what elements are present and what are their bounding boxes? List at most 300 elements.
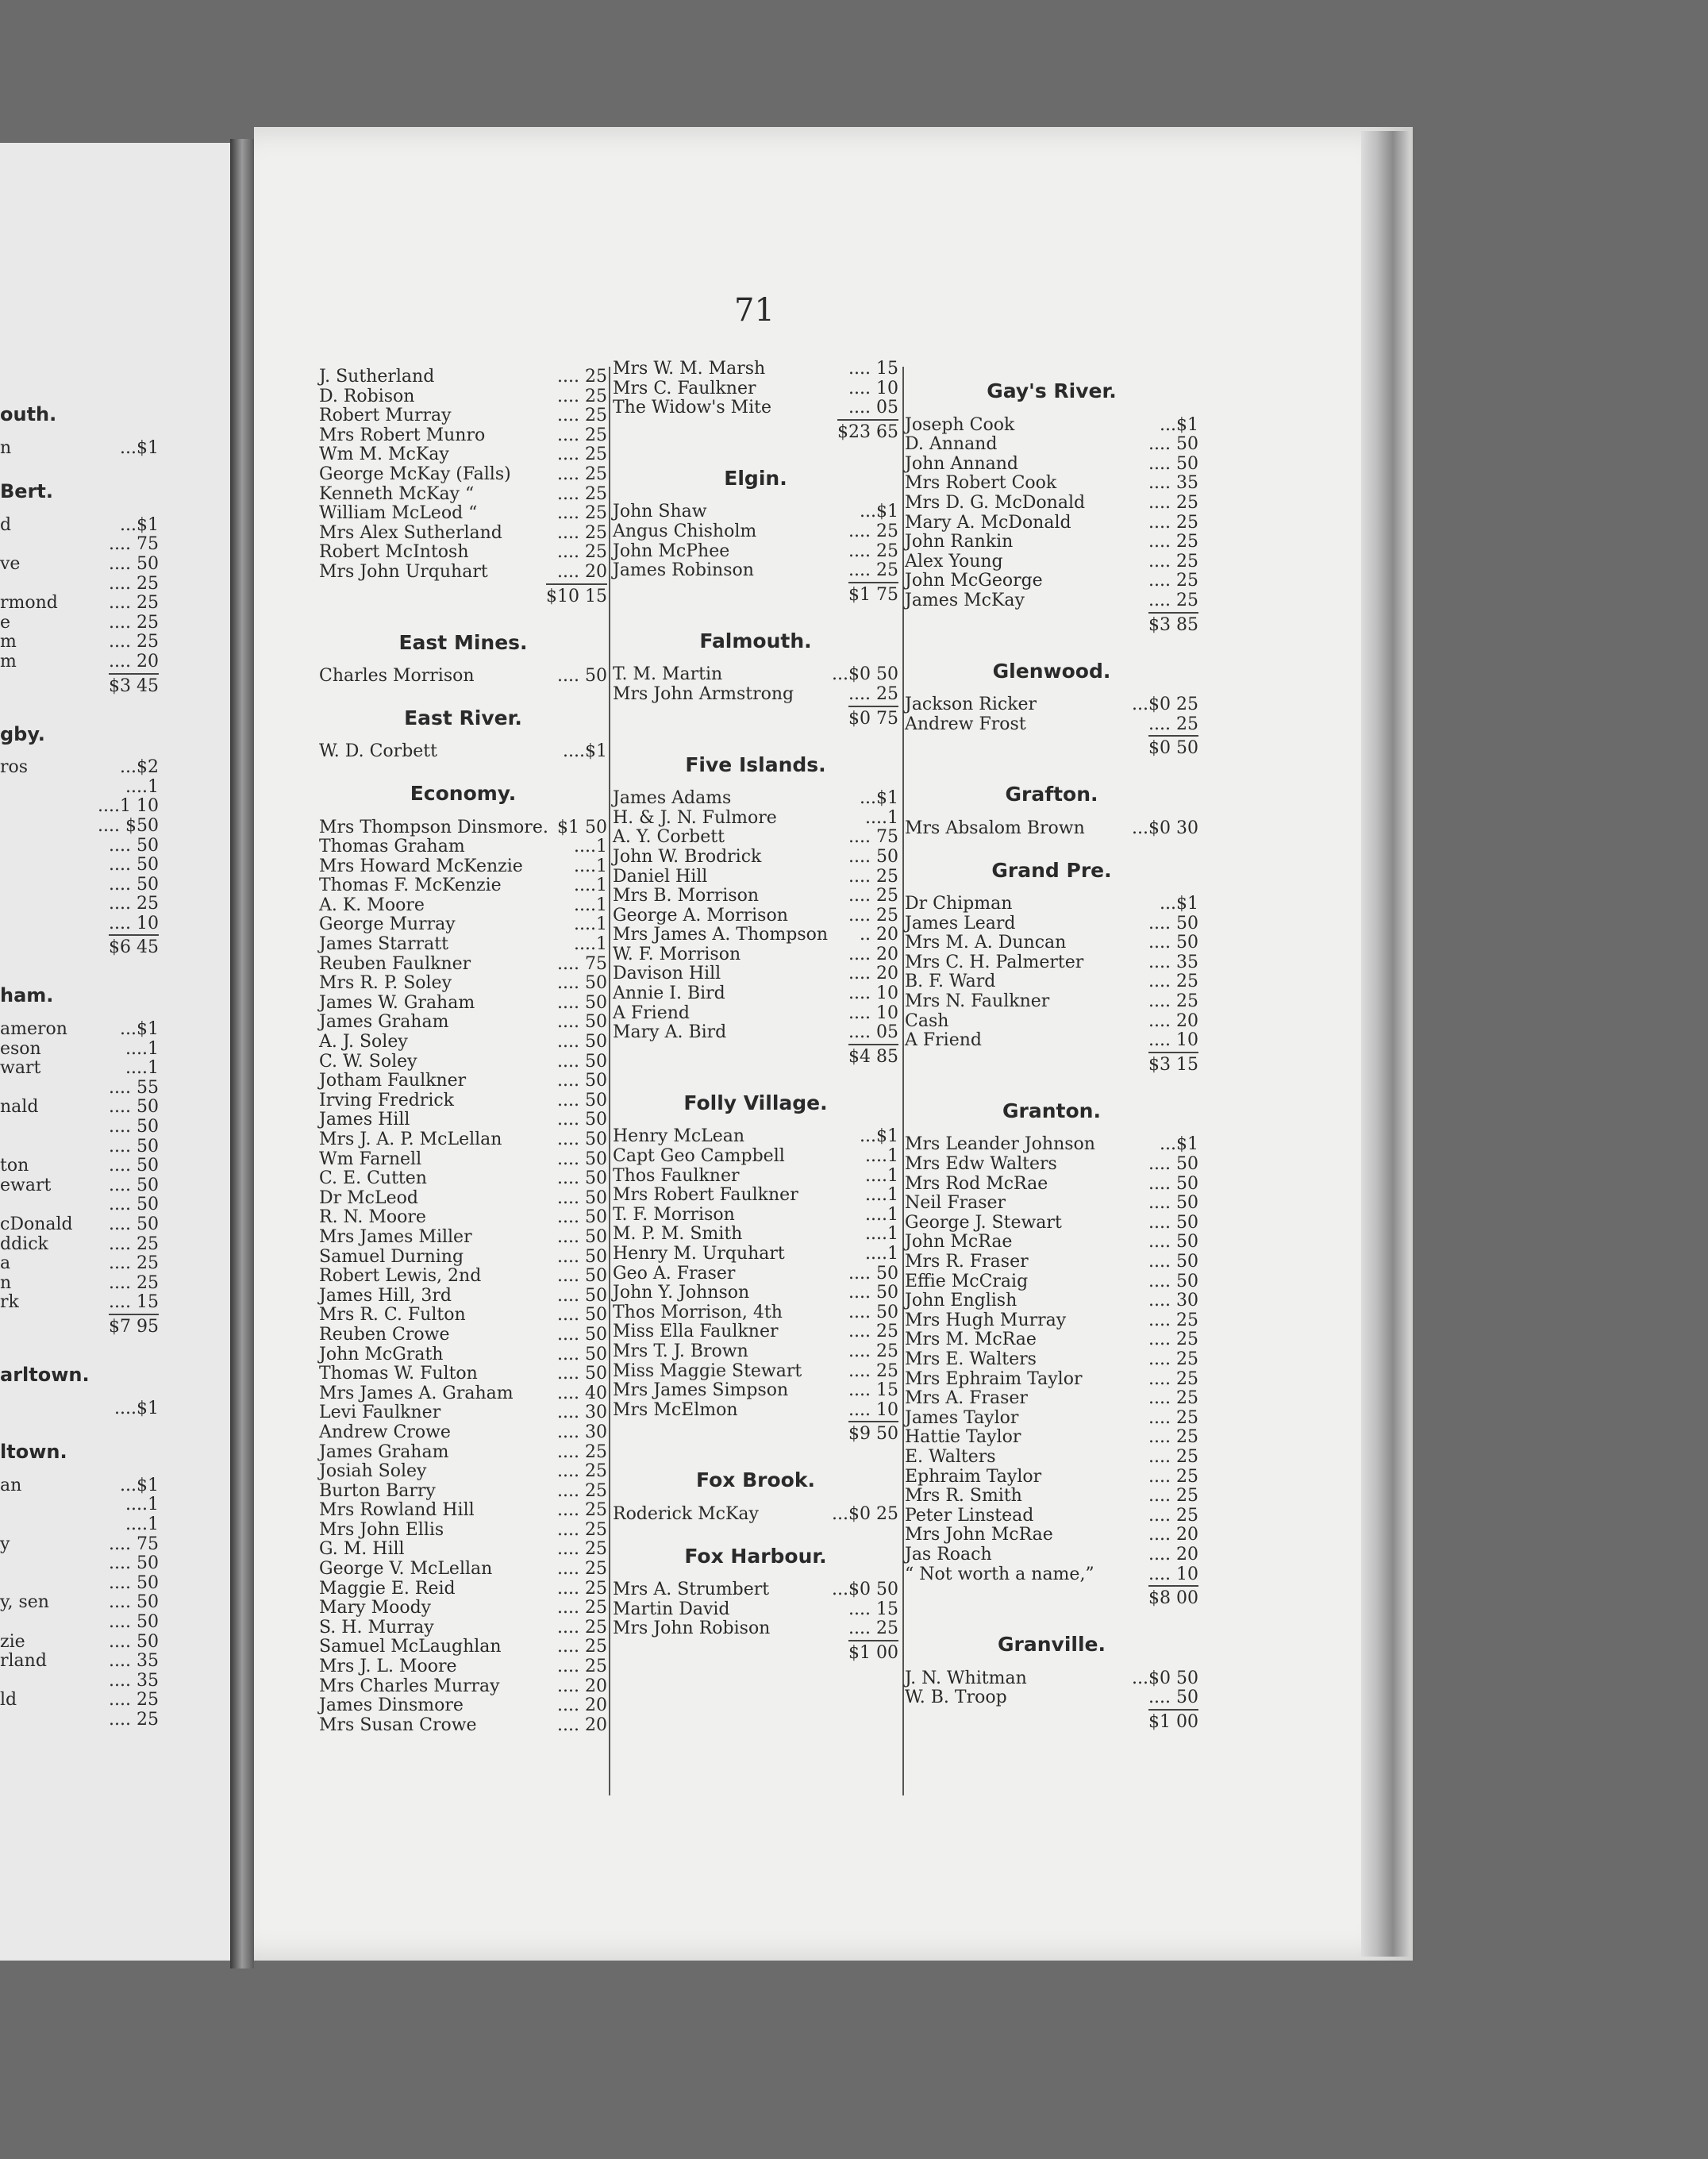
list-item <box>0 1613 159 1633</box>
entry-amount: .... 25 <box>848 1341 898 1361</box>
entry-name: John W. Brodrick <box>613 846 762 867</box>
entry-amount: .... 25 <box>1148 571 1198 591</box>
list-item <box>905 416 1198 436</box>
list-item <box>613 379 898 399</box>
list-item <box>0 1254 159 1274</box>
list-item <box>613 1264 898 1284</box>
entry-name: Mrs James A. Thompson <box>613 925 829 945</box>
entry-name: William McLeod “ <box>319 503 478 524</box>
entry-name: an <box>0 1475 22 1495</box>
entry-amount: .... 25 <box>109 612 159 633</box>
total-value: $0 50 <box>1148 735 1198 758</box>
entry-name: Mrs C. H. Palmerter <box>905 952 1084 972</box>
list-item <box>613 1303 898 1323</box>
list-item <box>0 1235 159 1255</box>
list-item <box>613 665 898 685</box>
entry-amount: ...$1 <box>860 1126 898 1147</box>
entry-amount: .... 50 <box>1148 1193 1198 1214</box>
entry-name: Mrs John Urquhart <box>319 561 488 582</box>
entry-amount: .... 50 <box>557 1344 607 1364</box>
list-item <box>613 848 898 868</box>
entry-amount: ....1 <box>865 1224 898 1245</box>
total-value: $6 45 <box>109 934 159 957</box>
list-item <box>319 1540 607 1560</box>
entry-amount: .... 20 <box>848 944 898 964</box>
list-item <box>0 817 159 837</box>
entry-name: M. P. M. Smith <box>613 1224 743 1245</box>
entry-amount: .... 25 <box>1148 1466 1198 1487</box>
list-item <box>905 1233 1198 1253</box>
entry-amount: ....1 <box>574 895 607 915</box>
entry-name: Mrs R. P. Soley <box>319 973 452 994</box>
list-item <box>319 1267 607 1287</box>
total-value: $3 45 <box>109 673 159 696</box>
entry-name: Miss Maggie Stewart <box>613 1360 802 1381</box>
list-item <box>319 1033 607 1053</box>
list-item <box>319 1208 607 1228</box>
section-heading: ham. <box>0 984 54 1007</box>
entry-amount: ...$1 <box>120 1019 159 1040</box>
section-total <box>905 1589 1198 1613</box>
entry-name: Andrew Frost <box>905 714 1026 734</box>
entry-amount: .... 25 <box>109 894 159 914</box>
entry-amount: .... 25 <box>848 1360 898 1381</box>
list-item <box>905 1468 1198 1487</box>
list-item <box>0 837 159 856</box>
list-item <box>905 474 1198 494</box>
list-item <box>905 933 1198 953</box>
entry-name: Mrs M. A. Duncan <box>905 933 1067 953</box>
section-total <box>0 938 159 962</box>
entry-amount: ...$0 25 <box>832 1503 898 1524</box>
entry-name: Mrs Thompson Dinsmore. <box>319 817 548 837</box>
entry-amount: .... 25 <box>557 1559 607 1580</box>
list-item <box>613 1225 898 1245</box>
entry-name: Wm M. McKay <box>319 444 449 465</box>
entry-name: George Murray <box>319 914 456 935</box>
entry-amount: .... 50 <box>1148 933 1198 953</box>
entry-amount: .... 25 <box>109 1272 159 1293</box>
entry-amount: .... 50 <box>1148 1232 1198 1253</box>
list-item <box>319 406 607 426</box>
list-item <box>613 1167 898 1187</box>
entry-name: nald <box>0 1097 39 1118</box>
list-item <box>0 1633 159 1653</box>
entry-name: Mrs N. Faulkner <box>905 991 1050 1012</box>
entry-amount: ....1 <box>125 1038 159 1059</box>
list-item <box>319 1403 607 1423</box>
list-item <box>319 1150 607 1170</box>
left-page-fragment <box>0 143 235 1961</box>
section-total <box>905 739 1198 763</box>
entry-name: Robert McIntosh <box>319 542 469 563</box>
entry-amount: .... 25 <box>109 632 159 652</box>
entry-amount: .... 25 <box>1148 1505 1198 1526</box>
list-item <box>613 522 898 542</box>
list-item <box>905 1031 1198 1051</box>
entry-amount: .... 25 <box>557 425 607 445</box>
entry-name: Mrs John Armstrong <box>613 683 794 704</box>
entry-name: Martin David <box>613 1599 730 1619</box>
list-item <box>905 1194 1198 1214</box>
entry-name: Dr McLeod <box>319 1187 418 1208</box>
section-total <box>319 587 607 611</box>
list-item <box>319 974 607 994</box>
entry-name: J. Sutherland <box>319 367 435 387</box>
entry-amount: ....1 <box>865 1244 898 1264</box>
list-item <box>0 1059 159 1079</box>
entry-amount: .... 25 <box>1148 1368 1198 1389</box>
entry-name: Wm Farnell <box>319 1149 422 1169</box>
entry-name: James W. Graham <box>319 992 475 1013</box>
entry-name: George V. McLellan <box>319 1559 493 1580</box>
entry-amount: ...$0 50 <box>832 664 898 685</box>
entry-name: y, sen <box>0 1592 49 1613</box>
entry-amount: ....1 <box>865 1146 898 1167</box>
list-item <box>0 1399 159 1419</box>
list-item <box>319 1364 607 1384</box>
entry-name: Thomas Graham <box>319 837 465 857</box>
entry-name: n <box>0 1272 12 1293</box>
list-item <box>905 1669 1198 1689</box>
total-value: $4 85 <box>848 1044 898 1067</box>
list-item <box>319 1716 607 1736</box>
list-item <box>0 1215 159 1235</box>
entry-amount: .... 15 <box>848 1599 898 1619</box>
entry-amount: .... 25 <box>848 1618 898 1639</box>
entry-name: Peter Linstead <box>905 1505 1034 1526</box>
section-total <box>905 1713 1198 1737</box>
entry-name: Mrs James A. Graham <box>319 1383 514 1403</box>
list-item <box>319 1189 607 1209</box>
list-item <box>319 896 607 916</box>
entry-name: Roderick McKay <box>613 1503 759 1524</box>
entry-name: Mrs Absalom Brown <box>905 818 1085 838</box>
list-item <box>319 1384 607 1404</box>
entry-amount: .... $50 <box>98 815 159 836</box>
entry-amount: .... 50 <box>557 1364 607 1384</box>
entry-amount: .... 50 <box>109 1572 159 1593</box>
entry-amount: .... 50 <box>109 1156 159 1176</box>
entry-amount: .... 25 <box>1148 492 1198 513</box>
section-heading: Elgin. <box>724 466 787 490</box>
list-item <box>613 789 898 809</box>
section-heading: Grafton. <box>1005 783 1098 806</box>
list-item <box>905 1253 1198 1272</box>
list-item <box>0 633 159 652</box>
entry-amount: ....1 <box>125 1495 159 1515</box>
entry-name: eson <box>0 1038 41 1059</box>
entry-name: “ Not worth a name,” <box>905 1564 1094 1584</box>
list-item <box>0 1593 159 1613</box>
entry-amount: .... 25 <box>848 560 898 581</box>
entry-name: John English <box>905 1291 1017 1311</box>
list-item <box>905 819 1198 839</box>
entry-amount: .... 25 <box>848 683 898 704</box>
list-item <box>613 945 898 965</box>
entry-amount: .... 50 <box>557 1266 607 1287</box>
entry-amount: .... 35 <box>1148 473 1198 494</box>
entry-amount: ....1 <box>865 1185 898 1206</box>
list-item <box>613 561 898 581</box>
list-item <box>613 1342 898 1362</box>
entry-amount: .... 50 <box>557 973 607 994</box>
entry-name: Samuel McLaughlan <box>319 1637 502 1657</box>
list-item <box>0 1495 159 1515</box>
list-item <box>319 1306 607 1326</box>
entry-amount: .... 15 <box>848 1380 898 1401</box>
entry-amount: .... 50 <box>1148 1688 1198 1708</box>
entry-amount: ...$2 <box>120 757 159 778</box>
entry-amount: .... 25 <box>557 1598 607 1618</box>
page-number: 71 <box>734 292 775 329</box>
list-item <box>613 1023 898 1043</box>
entry-name: James Graham <box>319 1012 449 1033</box>
entry-name: John McPhee <box>613 541 730 561</box>
entry-amount: .... 25 <box>1148 1407 1198 1428</box>
entry-amount: .... 25 <box>848 541 898 561</box>
list-item <box>905 494 1198 514</box>
list-item <box>319 742 607 762</box>
total-value: $3 15 <box>1148 1052 1198 1075</box>
list-item <box>319 1169 607 1189</box>
entry-name: Mrs Charles Murray <box>319 1676 500 1696</box>
entry-name: Effie McCraig <box>905 1271 1029 1291</box>
entry-name: Robert Murray <box>319 406 452 426</box>
entry-name: D. Robison <box>319 386 415 406</box>
list-item <box>319 857 607 877</box>
entry-amount: .... 50 <box>109 1136 159 1156</box>
entry-amount: .... 30 <box>557 1403 607 1423</box>
entry-amount: .... 75 <box>848 827 898 848</box>
entry-amount: .... 50 <box>557 1110 607 1130</box>
entry-name: Mrs Ephraim Taylor <box>905 1368 1083 1389</box>
entry-amount: $1 50 <box>557 817 607 837</box>
section-heading: Folly Village. <box>683 1091 828 1114</box>
entry-name: ddick <box>0 1233 48 1254</box>
entry-name: rland <box>0 1651 47 1672</box>
list-item <box>0 575 159 595</box>
entry-amount: .... 05 <box>848 398 898 418</box>
entry-amount: .... 50 <box>1148 913 1198 933</box>
entry-amount: .... 50 <box>557 1285 607 1306</box>
total-value: $7 95 <box>109 1314 159 1337</box>
list-item <box>0 1293 159 1313</box>
entry-name: Mrs C. Faulkner <box>613 378 756 398</box>
list-item <box>319 837 607 857</box>
entry-name: C. W. Soley <box>319 1051 417 1072</box>
total-value: $0 75 <box>848 706 898 729</box>
entry-amount: .... 20 <box>557 1714 607 1735</box>
entry-name: Miss Ella Faulkner <box>613 1322 779 1342</box>
list-item <box>905 1214 1198 1233</box>
list-item <box>319 667 607 687</box>
entry-amount: .... 50 <box>109 855 159 876</box>
entry-amount: ...$1 <box>1160 414 1198 435</box>
entry-name: Jas Roach <box>905 1544 992 1564</box>
entry-amount: .... 25 <box>557 503 607 524</box>
entry-amount: .... 25 <box>1148 714 1198 734</box>
list-item <box>613 1245 898 1264</box>
entry-amount: .... 35 <box>109 1651 159 1672</box>
entry-amount: .... 50 <box>557 1187 607 1208</box>
entry-name: R. N. Moore <box>319 1207 426 1228</box>
list-item <box>613 685 898 705</box>
entry-amount: .... 10 <box>848 983 898 1004</box>
entry-name: ameron <box>0 1019 67 1040</box>
entry-name: John Annand <box>905 453 1018 474</box>
section-heading: outh. <box>0 403 57 425</box>
entry-name: Mrs Hugh Murray <box>905 1310 1067 1330</box>
entry-amount: ....1 <box>125 776 159 797</box>
entry-name: George McKay (Falls) <box>319 464 511 484</box>
entry-name: James Robinson <box>613 560 754 581</box>
list-item <box>319 1072 607 1091</box>
entry-amount: .... 35 <box>1148 952 1198 972</box>
list-item <box>613 964 898 984</box>
entry-amount: .... 25 <box>1148 532 1198 552</box>
section-heading: Grand Pre. <box>991 858 1112 882</box>
entry-name: Ephraim Taylor <box>905 1466 1042 1487</box>
list-item <box>905 455 1198 475</box>
entry-name: Thos Morrison, 4th <box>613 1302 783 1322</box>
list-item <box>319 1677 607 1697</box>
entry-name: Mrs D. G. McDonald <box>905 492 1086 513</box>
page-edge <box>1361 131 1409 1957</box>
entry-amount: .... 25 <box>848 866 898 887</box>
list-item <box>0 1515 159 1535</box>
entry-name: Joseph Cook <box>905 414 1015 435</box>
list-item <box>905 1370 1198 1390</box>
entry-amount: .... 50 <box>848 1263 898 1283</box>
entry-amount: .... 25 <box>848 886 898 906</box>
list-item <box>905 992 1198 1012</box>
list-item <box>319 1501 607 1521</box>
list-item <box>319 1462 607 1482</box>
list-item <box>319 1657 607 1677</box>
entry-amount: .... 50 <box>109 874 159 895</box>
entry-amount: ....1 <box>574 876 607 896</box>
entry-amount: .... 25 <box>557 483 607 504</box>
entry-name: Andrew Crowe <box>319 1422 451 1442</box>
entry-name: D. Annand <box>905 434 998 455</box>
entry-name: Mrs R. Smith <box>905 1486 1022 1507</box>
list-item <box>0 1554 159 1574</box>
entry-amount: .... 25 <box>1148 1310 1198 1330</box>
entry-amount: ...$0 25 <box>1132 695 1198 715</box>
list-item <box>0 1652 159 1672</box>
entry-name: Mrs Robert Munro <box>319 425 486 445</box>
entry-name: James Hill <box>319 1110 410 1130</box>
entry-amount: .... 50 <box>1148 434 1198 455</box>
entry-name: James Dinsmore <box>319 1695 464 1716</box>
entry-name: Hattie Taylor <box>905 1427 1021 1448</box>
list-item <box>319 1091 607 1111</box>
entry-name: John McRae <box>905 1232 1013 1253</box>
entry-amount: .... 05 <box>848 1022 898 1043</box>
list-item <box>905 1311 1198 1331</box>
total-value: $10 15 <box>546 583 607 606</box>
entry-amount: .... 50 <box>557 1071 607 1091</box>
entry-amount: .... 25 <box>848 1322 898 1342</box>
entry-name: Mrs John McRae <box>905 1525 1053 1545</box>
list-item <box>613 542 898 562</box>
entry-name: John Y. Johnson <box>613 1283 750 1303</box>
entry-name: Mrs Howard McKenzie <box>319 856 523 876</box>
list-item <box>0 652 159 672</box>
section-heading: Glenwood. <box>992 659 1111 683</box>
list-item <box>319 563 607 583</box>
list-item <box>613 1505 898 1525</box>
list-item <box>319 935 607 955</box>
list-item <box>905 1545 1198 1565</box>
entry-amount: .... 50 <box>109 835 159 856</box>
entry-amount: .... 10 <box>848 378 898 398</box>
entry-amount: .... 50 <box>557 1130 607 1149</box>
section-total <box>0 677 159 701</box>
entry-amount: .... 50 <box>848 846 898 867</box>
entry-amount: .... 25 <box>557 542 607 563</box>
list-item <box>319 1443 607 1463</box>
list-item <box>905 1428 1198 1448</box>
list-item <box>613 1600 898 1620</box>
entry-name: Alex Young <box>905 551 1003 572</box>
entry-amount: .... 50 <box>557 992 607 1013</box>
entry-name: Mrs Alex Sutherland <box>319 522 502 543</box>
entry-amount: ....1 10 <box>98 796 159 817</box>
entry-name: W. F. Morrison <box>613 944 741 964</box>
list-item <box>319 1228 607 1248</box>
entry-name: James McKay <box>905 590 1025 610</box>
entry-amount: .... 20 <box>557 561 607 582</box>
entry-name: a <box>0 1253 11 1274</box>
entry-name: ros <box>0 757 29 778</box>
entry-amount: .... 25 <box>1148 991 1198 1012</box>
entry-amount: .... 10 <box>109 913 159 933</box>
list-item <box>613 360 898 379</box>
list-item <box>905 1688 1198 1708</box>
entry-name: Capt Geo Campbell <box>613 1146 785 1167</box>
entry-amount: .... 20 <box>557 1695 607 1716</box>
entry-name: Mrs Edw Walters <box>905 1154 1057 1175</box>
entry-name: Mary A. Bird <box>613 1022 727 1043</box>
entry-amount: .... 50 <box>1148 453 1198 474</box>
list-item <box>0 876 159 895</box>
list-item <box>319 1423 607 1443</box>
section-heading: East Mines. <box>398 630 528 654</box>
entry-amount: .... 50 <box>109 1611 159 1632</box>
list-item <box>613 1206 898 1226</box>
entry-name: Mrs B. Morrison <box>613 886 760 906</box>
entry-amount: ....1 <box>574 934 607 955</box>
list-item <box>613 1322 898 1342</box>
section-total <box>905 1056 1198 1080</box>
entry-amount: .... 50 <box>109 1553 159 1574</box>
list-item <box>319 955 607 975</box>
column-rule-1 <box>609 367 610 1795</box>
entry-name: Robert Lewis, 2nd <box>319 1266 482 1287</box>
entry-amount: ...$1 <box>860 502 898 522</box>
entry-amount: .... 25 <box>109 573 159 594</box>
entry-name: Mrs A. Strumbert <box>613 1580 770 1600</box>
section-total <box>613 1048 898 1072</box>
list-item <box>613 828 898 848</box>
entry-amount: .... 55 <box>109 1077 159 1098</box>
list-item <box>319 1287 607 1307</box>
entry-amount: .... 50 <box>109 1097 159 1118</box>
section-heading: Gay's River. <box>987 379 1117 402</box>
list-item <box>0 555 159 575</box>
